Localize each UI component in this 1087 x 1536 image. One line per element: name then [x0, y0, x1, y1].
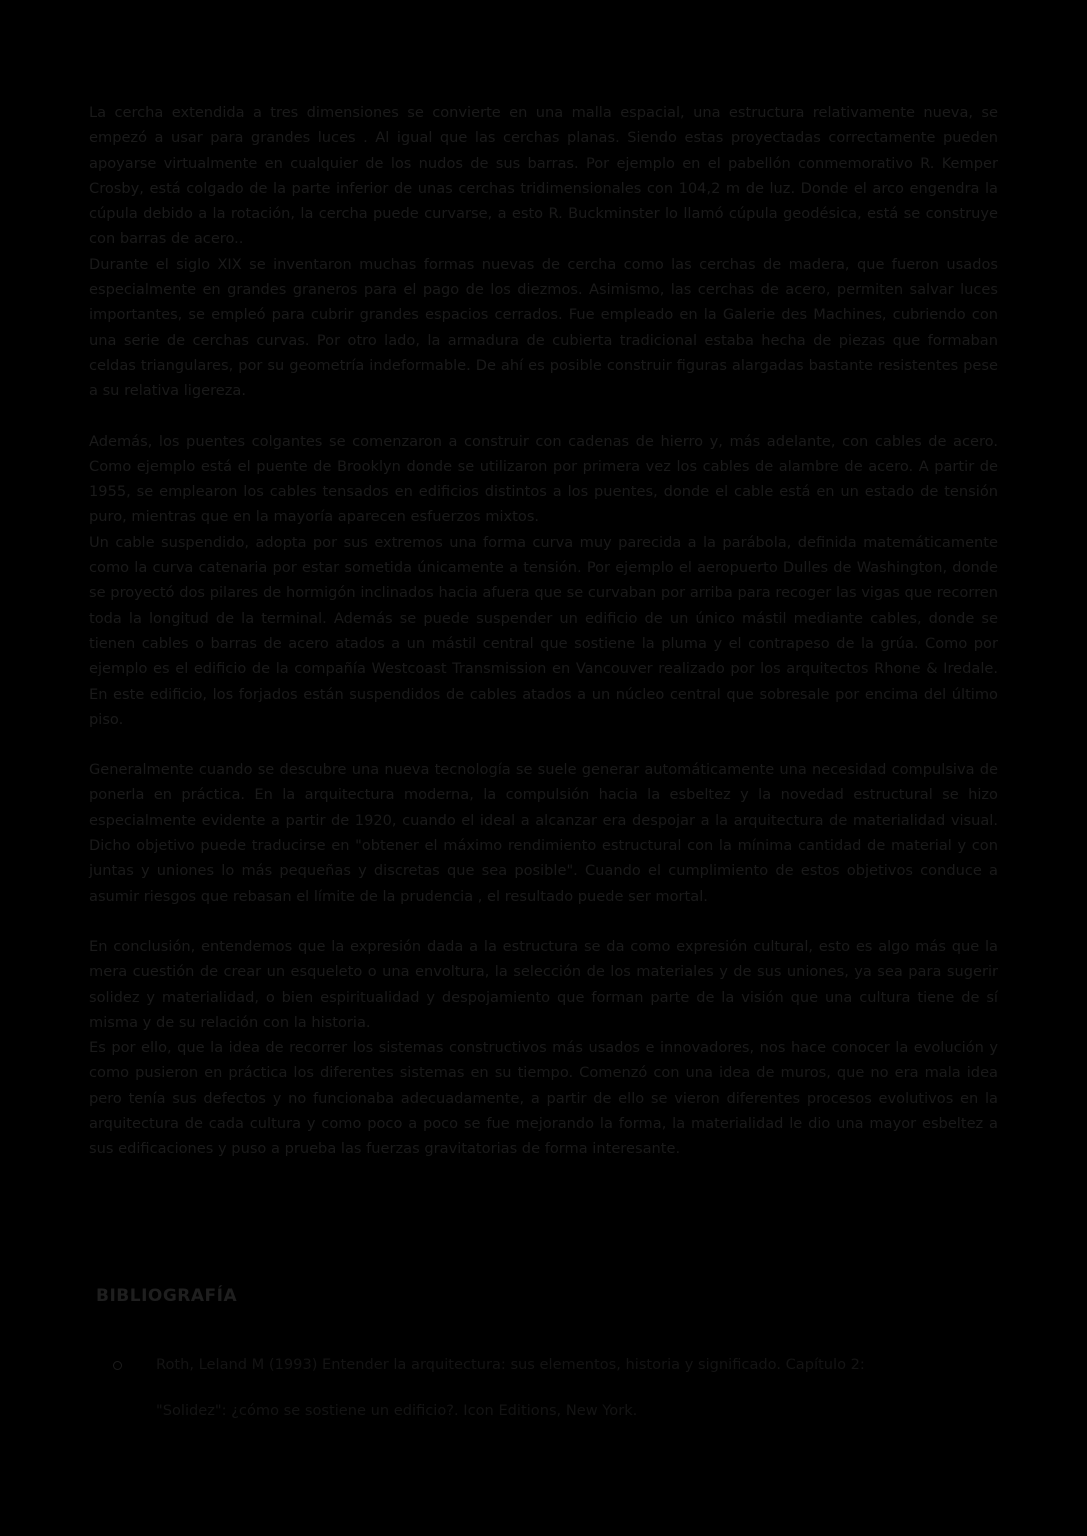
paragraph-spacer	[89, 732, 998, 757]
document-body	[89, 100, 998, 1162]
bibliography-item	[108, 1342, 968, 1434]
paragraph-closing: Es por ello, que la idea de recorrer los sistemas constructivos más usados e innovadores, nos hace conocer la evolución y como pusieron en práctica los diferentes sistemas en su tiempo. Comenzó con una idea de muros, que no era mala idea pero tenía sus defectos y no funcionaba adecuadamente, a partir de ello se vieron diferentes procesos evolutivos en la arquitectura de cada cultura y como poco a poco se fue mejorando la forma, la materialidad le dio una mayor esbeltez a sus edificaciones y puso a prueba las fuerzas gravitatorias de forma interesante.	[89, 1039, 998, 1158]
paragraph-new-technology: Generalmente cuando se descubre una nueva tecnología se suele generar automáticamente una necesidad compulsiva de ponerla en práctica. En la arquitectura moderna, la compulsión hacia la esbeltez y la novedad estructural se hizo especialmente evidente a partir de 1920, cuando el ideal a alcanzar era despojar a la arquitectura de materialidad visual. Dicho objetivo puede traducirse en "obtener el máximo rendimiento estructural con la mínima cantidad de material y con juntas y uniones lo más pequeñas y discretas que sea posible". Cuando el cumplimiento de estos objetivos conduce a asumir riesgos que rebasan el límite de la prudencia , el resultado puede ser mortal.	[89, 761, 998, 905]
paragraph-suspended-cable: Un cable suspendido, adopta por sus extremos una forma curva muy parecida a la parábola, definida matemáticamente como la curva catenaria por estar sometida únicamente a tensión. Por ejemplo el aeropuerto Dulles de Washington, donde se proyectó dos pilares de hormigón inclinados hacia afuera que se curvaban por arriba para recoger las vigas que recorren toda la longitud de la terminal. Además se puede suspender un edificio de un único mástil mediante cables, donde se tienen cables o barras de acero atados a un mástil central que sostiene la pluma y el contrapeso de la grúa. Como por ejemplo es el edificio de la compañía Westcoast Transmission en Vancouver realizado por los arquitectos Rhone & Iredale. En este edificio, los forjados están suspendidos de cables atados a un núcleo central que sobresale por encima del último piso.	[89, 533, 998, 728]
paragraph-19th-century-trusses: Durante el siglo XIX se inventaron muchas formas nuevas de cercha como las cerchas de madera, que fueron usados especialmente en grandes graneros para el pago de los diezmos. Asimismo, las cerchas de acero, permiten salvar luces importantes, se empleó para cubrir grandes espacios cerrados. Fue empleado en la Galerie des Machines, cubriendo con una serie de cerchas curvas. Por otro lado, la armadura de cubierta tradicional estaba hecha de piezas que formaban celdas triangulares, por su geometría indeformable. De ahí es posible construir figuras alargadas bastante resistentes pese a su relativa ligereza.	[89, 255, 998, 400]
bibliography-item-line-1: Roth, Leland M (1993) Entender la arquitectura: sus elementos, historia y significado. Capítulo 2:	[156, 1356, 865, 1373]
bibliography-heading: BIBLIOGRAFÍA	[96, 1286, 238, 1306]
paragraph-conclusion: En conclusión, entendemos que la expresión dada a la estructura se da como expresión cultural, esto es algo más que la mera cuestión de crear un esqueleto o una envoltura, la selección de los materiales y de sus uniones, ya sea para sugerir solidez y materialidad, o bien espiritualidad y despojamiento que forman parte de la visión que una cultura tiene de sí misma y de su relación con la historia.	[89, 937, 998, 1031]
paragraph-suspension-bridges: Además, los puentes colgantes se comenzaron a construir con cadenas de hierro y, más adelante, con cables de acero. Como ejemplo está el puente de Brooklyn donde se utilizaron por primera vez los cables de alambre de acero. A partir de 1955, se emplearon los cables tensados en edificios distintos a los puentes, donde el cable está en un estado de tensión puro, mientras que en la mayoría aparecen esfuerzos mixtos.	[89, 432, 998, 526]
paragraph-spacer	[89, 404, 998, 429]
hollow-circle-bullet-icon	[113, 1361, 122, 1370]
paragraph-space-frames: La cercha extendida a tres dimensiones se convierte en una malla espacial, una estructura relativamente nueva, se empezó a usar para grandes luces . Al igual que las cerchas planas. Siendo estas proyectadas correctamente pueden apoyarse virtualmente en cualquier de los nudos de sus barras. Por ejemplo en el pabellón conmemorativo R. Kemper Crosby, está colgado de la parte inferior de unas cerchas tridimensionales con 104,2 m de luz. Donde el arco engendra la cúpula debido a la rotación, la cercha puede curvarse, a esto R. Buckminster lo llamó cúpula geodésica, está se construye con barras de acero..	[89, 104, 998, 248]
bibliography-item-line-2: "Solidez": ¿cómo se sostiene un edificio?. Icon Editions, New York.	[156, 1402, 638, 1419]
bibliography-list	[108, 1342, 968, 1434]
paragraph-spacer	[89, 909, 998, 934]
